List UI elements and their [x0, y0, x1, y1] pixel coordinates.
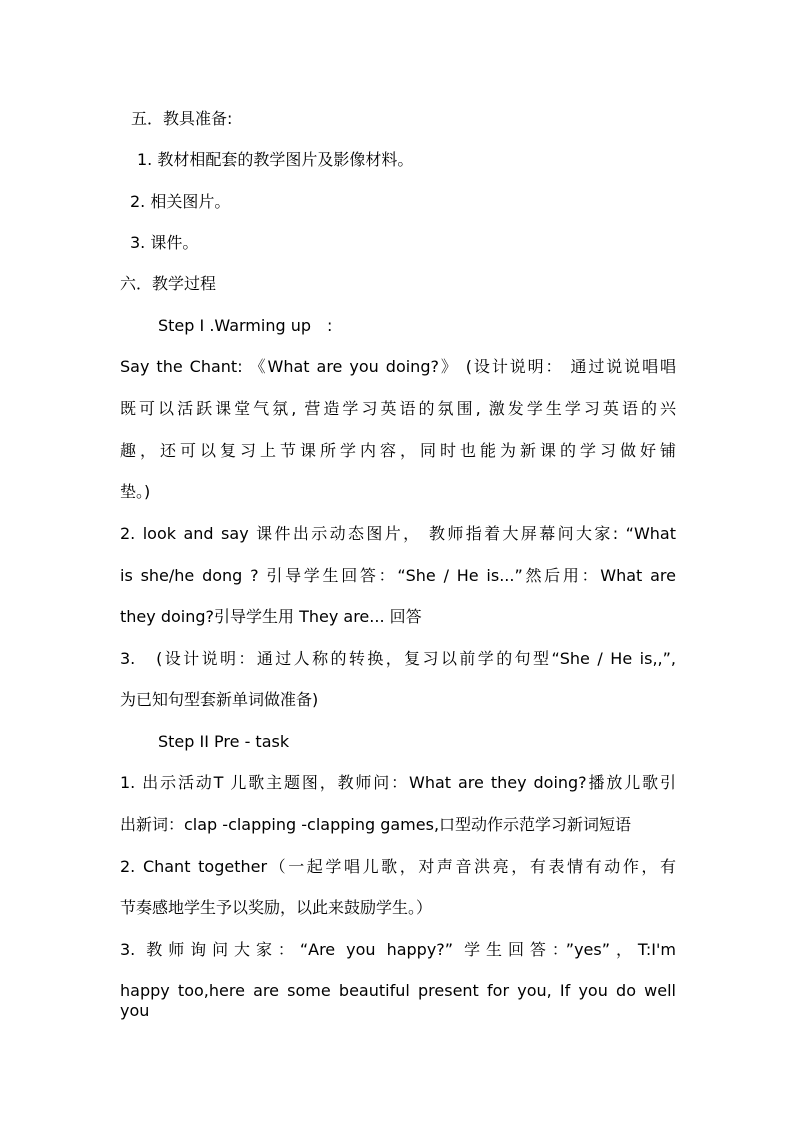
paragraph-line: 节奏感地学生予以奖励，以此来鼓励学生。） [120, 898, 433, 917]
paragraph-line: 2. look and say 课件出示动态图片， 教师指着大屏幕问大家: “What [120, 524, 676, 543]
section-heading-teaching-aids: 五．教具准备: [131, 109, 233, 128]
paragraph-line: 垫。) [120, 482, 151, 501]
section-heading-teaching-process: 六．教学过程 [120, 274, 217, 293]
list-item: 1. 教材相配套的教学图片及影像材料。 [137, 150, 414, 169]
paragraph-line: Say the Chant: 《What are you doing?》 (设计说明： 通过说说唱唱 [120, 357, 676, 376]
paragraph-line: 既可以活跃课堂气氛, 营造学习英语的氛围, 激发学生学习英语的兴 [120, 399, 676, 418]
paragraph-line: is she/he dong ? 引导学生回答：“She / He is...”然后用：What are [120, 566, 676, 585]
paragraph-line: 1. 出示活动T 儿歌主题图，教师问：What are they doing?播放儿歌引 [120, 773, 676, 792]
paragraph-line: 2. Chant together（一起学唱儿歌，对声音洪亮，有表情有动作，有 [120, 857, 676, 876]
step-heading-warming-up: Step I .Warming up : [158, 316, 333, 335]
paragraph-line: they doing?引导学生用 They are... 回答 [120, 607, 422, 626]
paragraph-line: 3. (设计说明：通过人称的转换，复习以前学的句型“She / He is,,”, [120, 649, 676, 668]
list-item: 2. 相关图片。 [130, 192, 231, 211]
paragraph-line: 趣，还可以复习上节课所学内容，同时也能为新课的学习做好铺 [120, 441, 676, 460]
paragraph-line: 出新词：clap -clapping -clapping games,口型动作示范学习新词短语 [120, 815, 632, 834]
paragraph-line: happy too,here are some beautiful present for you, If you do well you [120, 981, 676, 1020]
paragraph-line: 3. 教师询问大家：“Are you happy?” 学生回答：”yes”，T:I'm [120, 940, 676, 959]
list-item: 3. 课件。 [130, 233, 199, 252]
paragraph-line: 为已知句型套新单词做准备) [120, 690, 319, 709]
step-heading-pre-task: Step II Pre - task [158, 732, 290, 751]
